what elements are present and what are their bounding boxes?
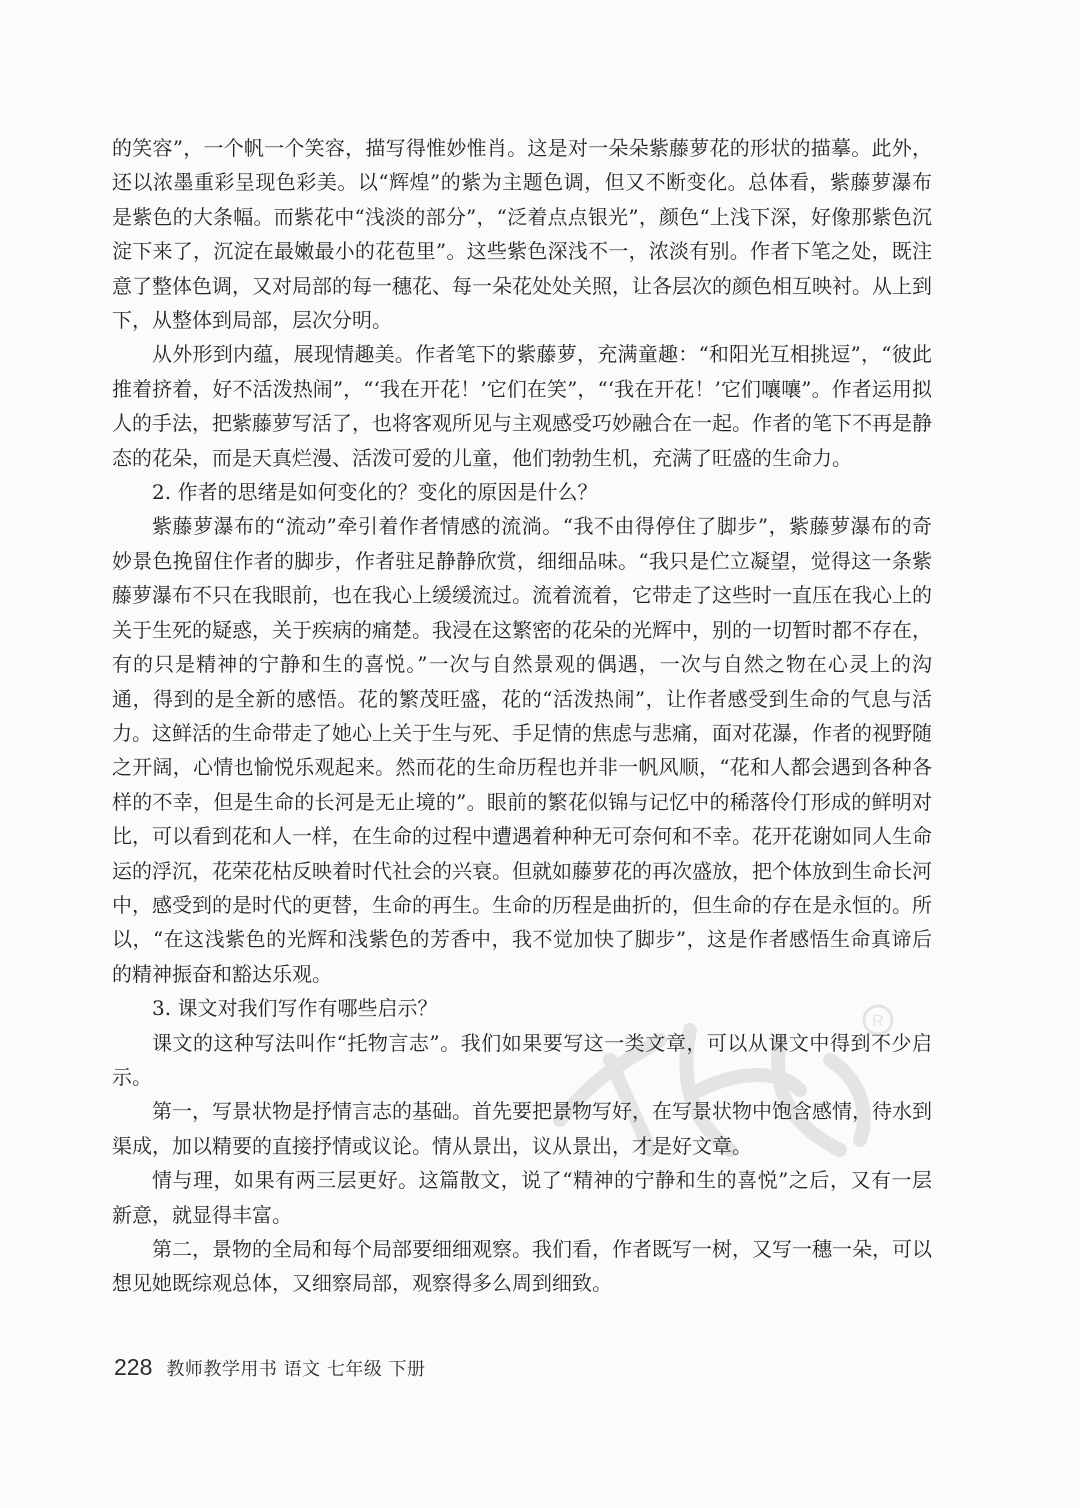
book-title: 教师教学用书 语文 七年级 下册 [166,1359,426,1380]
question-2: 2. 作者的思绪是如何变化的？变化的原因是什么？ [152,480,598,505]
page-number: 228 [114,1354,153,1380]
answer-3-point-2: 第二，景物的全局和每个局部要细细观察。我们看，作者既写一树，又写一穗一朵，可以想见她既综观总体，又细察局部，观察得多么周到细致。 [112,1237,932,1296]
question-3: 3. 课文对我们写作有哪些启示？ [152,996,438,1021]
paragraph-interest-beauty: 从外形到内蕴，展现情趣美。作者笔下的紫藤萝，充满童趣：“和阳光互相挑逗”，“彼此推着挤着，好不活泼热闹”，“‘我在开花！’它们在笑”，“‘我在开花！’它们嚷嚷”。作者运用拟人的手法，把紫藤萝写活了，也将客观所见与主观感受巧妙融合在一起。作者的笔下不再是静态的花朵，而是天真烂漫、活泼可爱的儿童，他们勃勃生机，充满了旺盛的生命力。 [112,342,932,470]
answer-3-point-1: 第一，写景状物是抒情言志的基础。首先要把景物写好，在写景状物中饱含感情，待水到渠成，加以精要的直接抒情或议论。情从景出，议从景出，才是好文章。 [112,1099,932,1158]
paragraph-continued: 的笑容”，一个帆一个笑容，描写得惟妙惟肖。这是对一朵朵紫藤萝花的形状的描摹。此外，还以浓墨重彩呈现色彩美。以“辉煌”的紫为主题色调，但又不断变化。总体看，紫藤萝瀑布是紫色的大条幅。而紫花中“浅淡的部分”，“泛着点点银光”，颜色“上浅下深，好像那紫色沉淀下来了，沉淀在最嫩最小的花苞里”。这些紫色深浅不一，浓淡有别。作者下笔之处，既注意了整体色调，又对局部的每一穗花、每一朵花处处关照，让各层次的颜色相互映衬。从上到下，从整体到局部，层次分明。 [112,136,932,333]
answer-3-emotion-reason: 情与理，如果有两三层更好。这篇散文，说了“精神的宁静和生的喜悦”之后，又有一层新意，就显得丰富。 [112,1168,932,1227]
answer-2-paragraph: 紫藤萝瀑布的“流动”牵引着作者情感的流淌。“我不由得停住了脚步”，紫藤萝瀑布的奇妙景色挽留住作者的脚步，作者驻足静静欣赏，细细品味。“我只是伫立凝望，觉得这一条紫藤萝瀑布不只在我眼前，也在我心上缓缓流过。流着流着，它带走了这些时一直压在我心上的关于生死的疑惑，关于疾病的痛楚。我浸在这繁密的花朵的光辉中，别的一切暂时都不存在，有的只是精神的宁静和生的喜悦。”一次与自然景观的偶遇，一次与自然之物在心灵上的沟通，得到的是全新的感悟。花的繁茂旺盛，花的“活泼热闹”，让作者感受到生命的气息与活力。这鲜活的生命带走了她心上关于生与死、手足情的焦虑与悲痛，面对花瀑，作者的视野随之开阔，心情也愉悦乐观起来。然而花的生命历程也并非一帆风顺，“花和人都会遇到各种各样的不幸，但是生命的长河是无止境的”。眼前的繁花似锦与记忆中的稀落伶仃形成的鲜明对比，可以看到花和人一样，在生命的过程中遭遇着种种无可奈何和不幸。花开花谢如同人生命运的浮沉，花荣花枯反映着时代社会的兴衰。但就如藤萝花的再次盛放，把个体放到生命长河中，感受到的是时代的更替，生命的再生。生命的历程是曲折的，但生命的存在是永恒的。所以，“在这浅紫色的光辉和浅紫色的芳香中，我不觉加快了脚步”，这是作者感悟生命真谛后的精神振奋和豁达乐观。 [112,514,932,986]
answer-3-intro: 课文的这种写法叫作“托物言志”。我们如果要写这一类文章，可以从课文中得到不少启示。 [112,1030,932,1089]
svg-text:R: R [872,1013,884,1030]
body-text [112,131,932,1301]
page-footer [114,1354,426,1384]
